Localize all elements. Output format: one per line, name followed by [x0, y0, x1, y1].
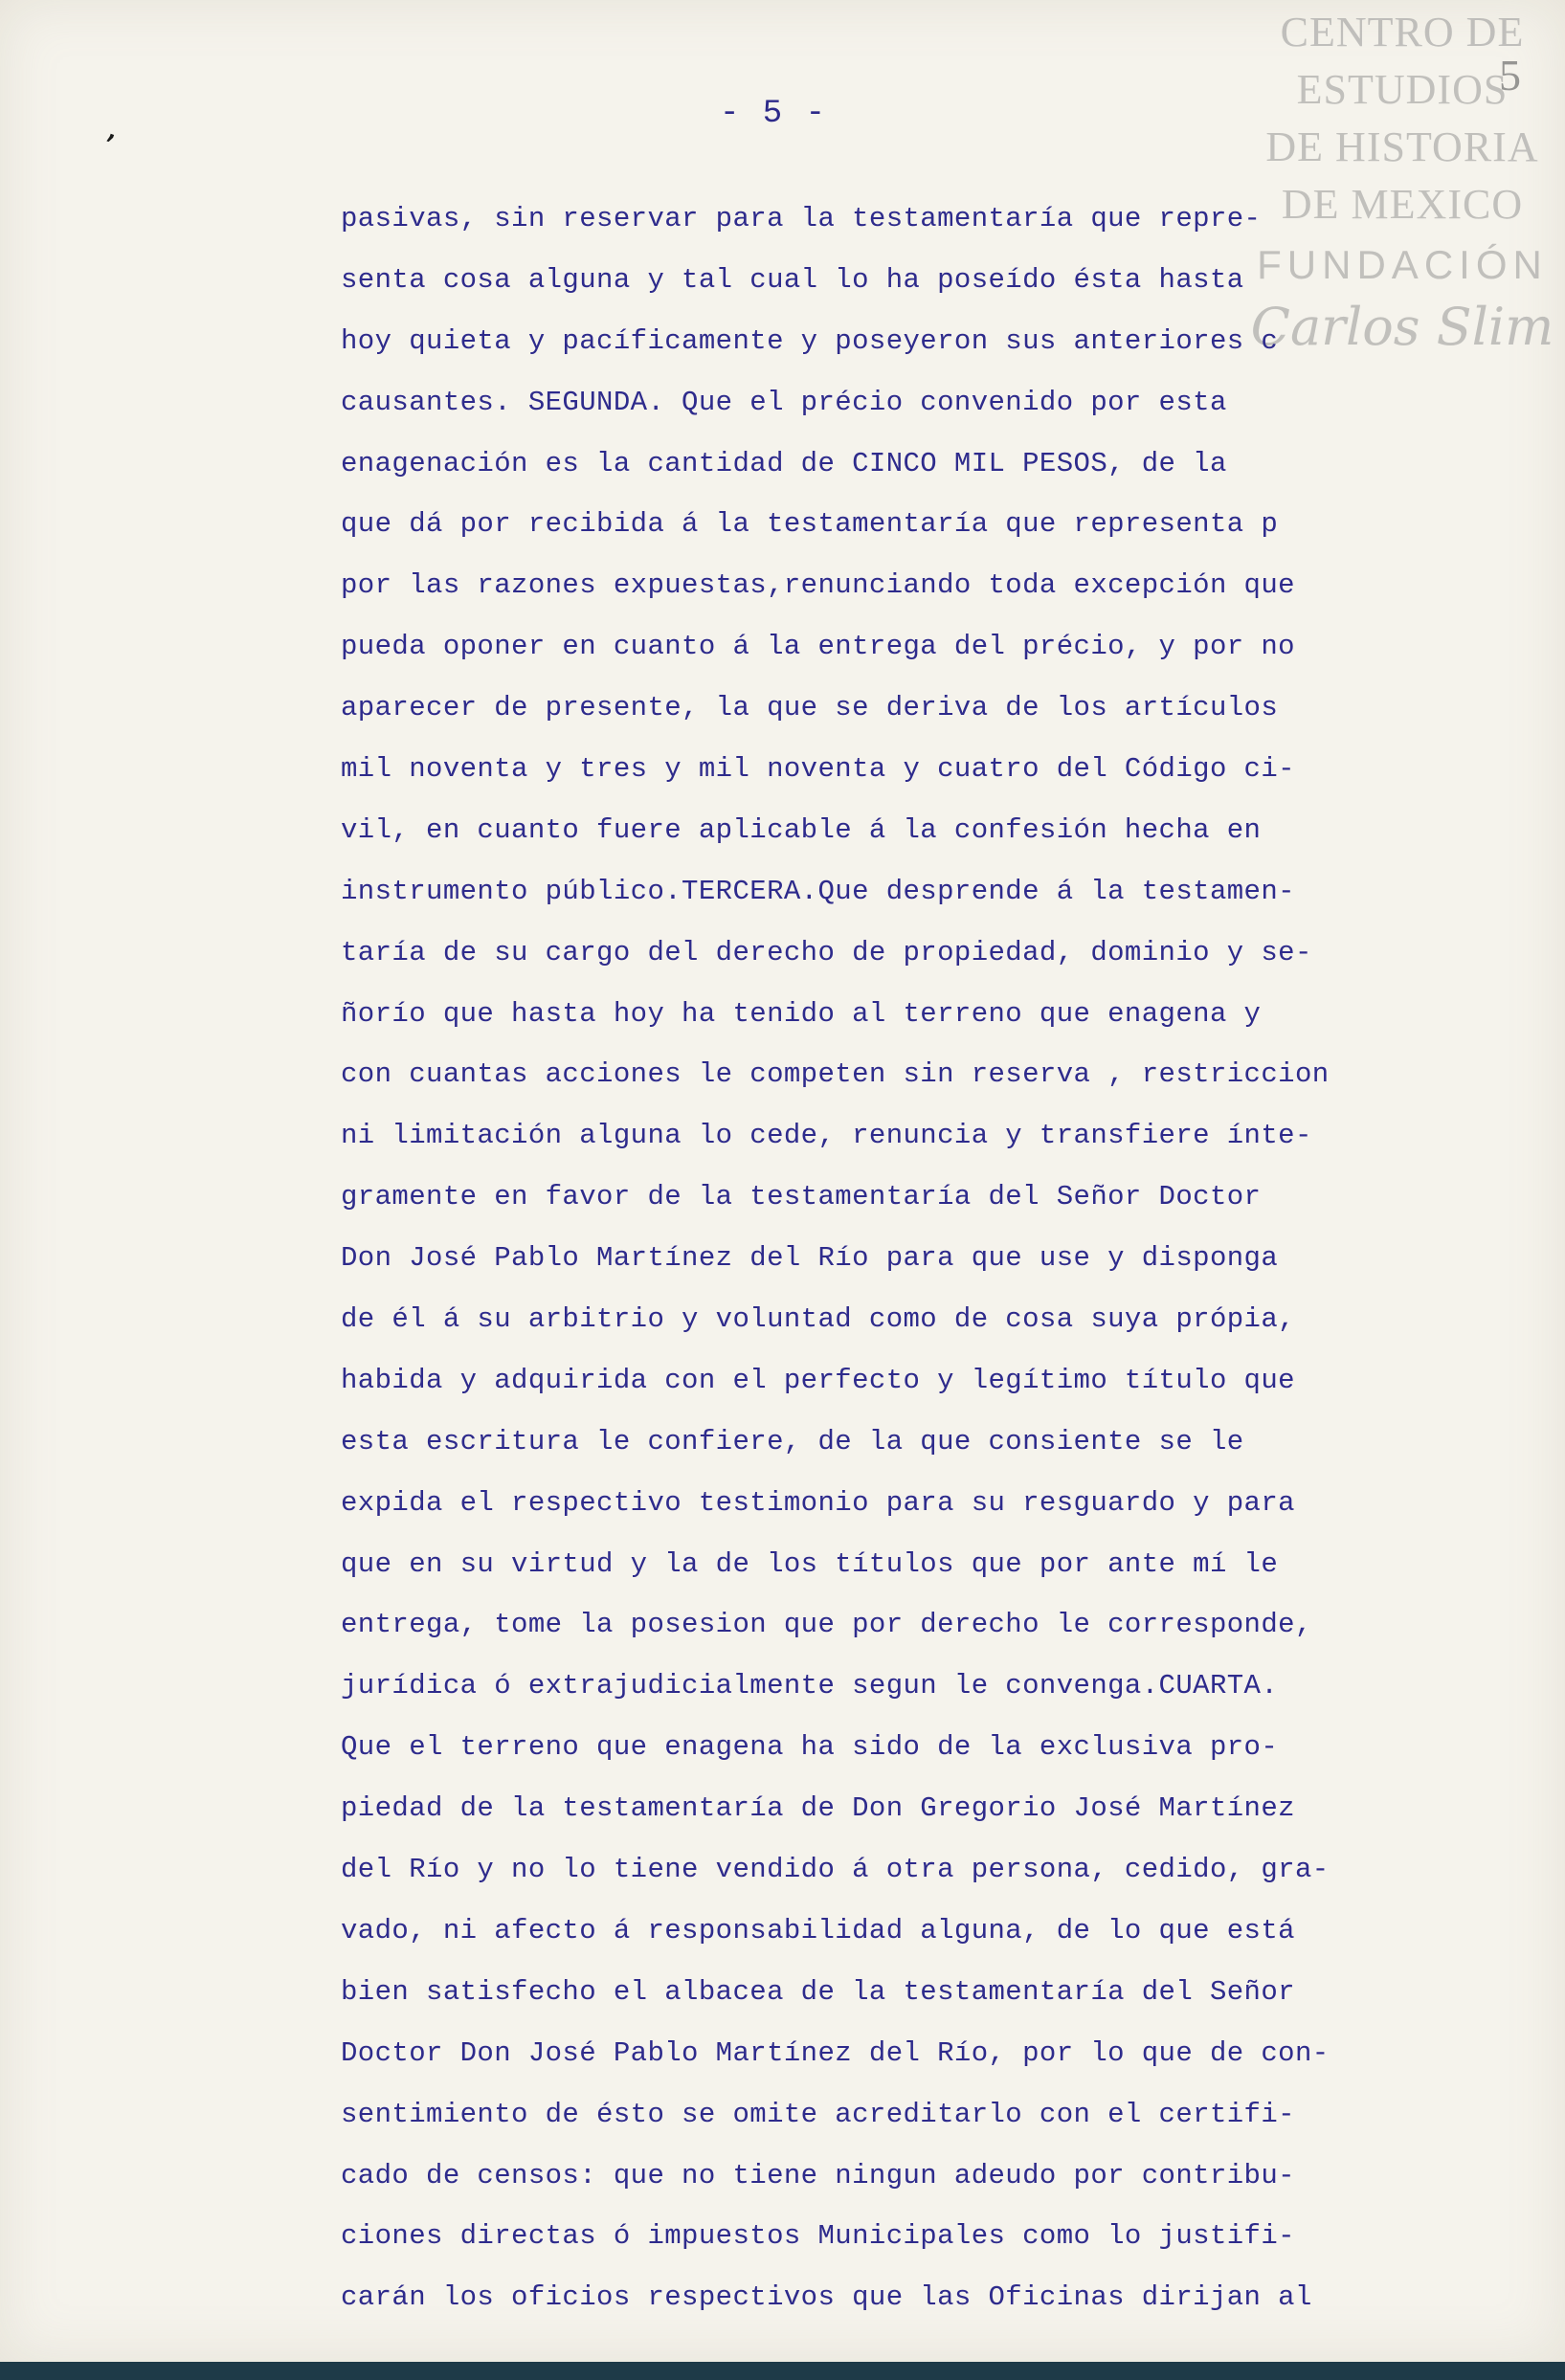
watermark-line-1: CENTRO DE	[1280, 9, 1525, 56]
text-line: instrumento público.TERCERA.Que desprende á la testamen-	[341, 875, 1295, 907]
text-line: que dá por recibida á la testamentaría que representa p	[341, 508, 1279, 541]
text-line: de él á su arbitrio y voluntad como de cosa suya própia,	[341, 1303, 1295, 1336]
text-line: hoy quieta y pacíficamente y poseyeron sus anteriores c	[341, 324, 1279, 357]
scan-background-edge	[0, 2362, 1565, 2380]
text-line: pueda oponer en cuanto á la entrega del précio, y por no	[341, 631, 1295, 663]
text-line: con cuantas acciones le competen sin reserva , restriccion	[341, 1058, 1330, 1091]
text-line: enagenación es la cantidad de CINCO MIL PESOS, de la	[341, 447, 1227, 479]
text-line: causantes. SEGUNDA. Que el précio convenido por esta	[341, 386, 1227, 418]
text-line: piedad de la testamentaría de Don Gregorio José Martínez	[341, 1792, 1295, 1825]
text-line: ñorío que hasta hoy ha tenido al terreno que enagena y	[341, 997, 1262, 1030]
text-line: del Río y no lo tiene vendido á otra persona, cedido, gra-	[341, 1854, 1330, 1886]
text-line: pasivas, sin reservar para la testamentaría que repre-	[341, 203, 1262, 234]
text-line: gramente en favor de la testamentaría del Señor Doctor	[341, 1181, 1262, 1213]
text-line: ni limitación alguna lo cede, renuncia y transfiere ínte-	[341, 1120, 1312, 1152]
text-line: Que el terreno que enagena ha sido de la exclusiva pro-	[341, 1731, 1279, 1764]
text-line: sentimiento de ésto se omite acreditarlo con el certifi-	[341, 2098, 1295, 2130]
text-line: bien satisfecho el albacea de la testamentaría del Señor	[341, 1975, 1295, 2008]
text-line: por las razones expuestas,renunciando toda excepción que	[341, 569, 1295, 602]
margin-tick-mark: ,	[100, 110, 128, 149]
watermark-line-3: DE HISTORIA	[1265, 123, 1539, 170]
watermark-line-4: DE MEXICO	[1281, 181, 1524, 228]
text-line: expida el respectivo testimonio para su resguardo y para	[341, 1486, 1295, 1519]
text-line: vado, ni afecto á responsabilidad alguna, de lo que está	[341, 1914, 1295, 1946]
text-line: senta cosa alguna y tal cual lo ha poseído ésta hasta	[341, 263, 1244, 296]
text-line: esta escritura le confiere, de la que consiente se le	[341, 1425, 1244, 1457]
text-line: habida y adquirida con el perfecto y legítimo título que	[341, 1364, 1295, 1396]
text-line: cado de censos: que no tiene ningun adeudo por contribu-	[341, 2159, 1295, 2191]
text-line: jurídica ó extrajudicialmente segun le convenga.CUARTA.	[341, 1670, 1279, 1702]
archive-page-number: 5	[1499, 51, 1521, 100]
typed-body-text	[341, 189, 1413, 2328]
text-line: Don José Pablo Martínez del Río para que use y disponga	[341, 1242, 1279, 1275]
text-line: ciones directas ó impuestos Municipales como lo justifi-	[341, 2220, 1295, 2253]
bleed-through-mark	[191, 1512, 345, 1684]
text-line: aparecer de presente, la que se deriva de los artículos	[341, 692, 1279, 724]
watermark-signature: Carlos Slim	[1250, 297, 1554, 357]
text-line: carán los oficios respectivos que las Oficinas dirijan al	[341, 2281, 1312, 2314]
text-line: Doctor Don José Pablo Martínez del Río, por lo que de con-	[341, 2036, 1330, 2069]
watermark-line-2: ESTUDIOS	[1296, 66, 1509, 113]
text-line: entrega, tome la posesion que por derecho le corresponde,	[341, 1609, 1312, 1641]
watermark-foundation: FUNDACIÓN	[1257, 242, 1548, 287]
text-line: vil, en cuanto fuere aplicable á la confesión hecha en	[341, 813, 1262, 846]
text-line: mil noventa y tres y mil noventa y cuatro del Código ci-	[341, 753, 1295, 786]
text-line: taría de su cargo del derecho de propiedad, dominio y se-	[341, 936, 1312, 968]
page-number: - 5 -	[720, 96, 828, 132]
text-line: que en su virtud y la de los títulos que por ante mí le	[341, 1547, 1279, 1580]
